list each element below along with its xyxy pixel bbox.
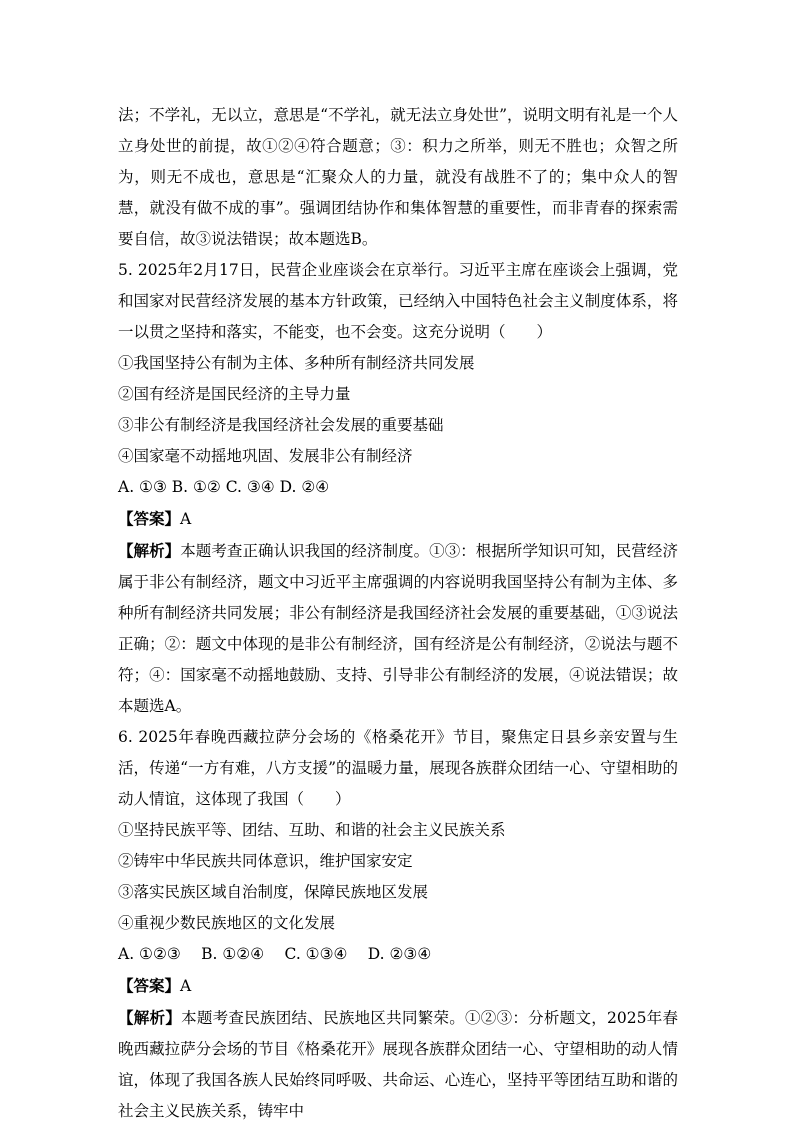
- question-6-item-3: ③落实民族区域自治制度，保障民族地区发展: [118, 883, 429, 901]
- analysis-label: 【解析】: [118, 541, 181, 560]
- answer-label: 【答案】: [118, 976, 181, 995]
- question-5: [118, 255, 678, 722]
- question-6-stem: 6. 2025年春晚西藏拉萨分会场的《格桑花开》节目，聚焦定日县乡亲安置与生活，传递“一方有难，八方支援”的温暖力量，展现各族群众团结一心、守望相助的动人情谊，这体现了我国（ ）: [118, 728, 678, 808]
- answer-value: A: [180, 510, 192, 528]
- question-6-analysis: [118, 1002, 678, 1127]
- analysis-label: 【解析】: [118, 1008, 182, 1027]
- question-6: [118, 722, 678, 1127]
- question-6-item-4: ④重视少数民族地区的文化发展: [118, 914, 336, 932]
- question-6-item-1: ①坚持民族平等、团结、互助、和谐的社会主义民族关系: [118, 821, 506, 839]
- question-5-item-1: ①我国坚持公有制为主体、多种所有制经济共同发展: [118, 354, 475, 372]
- question-6-answer: [118, 970, 678, 1002]
- analysis-text: 本题考查民族团结、民族地区共同繁荣。①②③：分析题文，2025年春晚西藏拉萨分会场的节目《格桑花开》展现各族群众团结一心、守望相助的动人情谊，体现了我国各族人民始终同呼吸、共命运、心连心，坚持平等团结互助和谐的社会主义民族关系，铸牢中: [118, 1009, 678, 1120]
- question-5-answer: [118, 503, 678, 535]
- question-6-item-2: ②铸牢中华民族共同体意识，维护国家安定: [118, 852, 413, 870]
- document-page: [118, 100, 678, 1127]
- question-6-options: A. ①②③ B. ①②④ C. ①③④ D. ②③④: [118, 945, 432, 963]
- answer-label: 【答案】: [118, 509, 181, 528]
- question-5-stem: 5. 2025年2月17日，民营企业座谈会在京举行。习近平主席在座谈会上强调，党和国家对民营经济发展的基本方针政策，已经纳入中国特色社会主义制度体系，将一以贯之坚持和落实，不能变，也不会变。这充分说明（ ）: [118, 261, 678, 341]
- question-5-item-2: ②国有经济是国民经济的主导力量: [118, 385, 351, 403]
- question-5-item-4: ④国家毫不动摇地巩固、发展非公有制经济: [118, 447, 413, 465]
- question-5-options: A. ①③ B. ①② C. ③④ D. ②④: [118, 478, 330, 496]
- question-5-analysis: [118, 535, 678, 722]
- answer-value: A: [180, 977, 192, 995]
- question-5-item-3: ③非公有制经济是我国经济社会发展的重要基础: [118, 416, 444, 434]
- analysis-text: 本题考查正确认识我国的经济制度。①③：根据所学知识可知，民营经济属于非公有制经济，题文中习近平主席强调的内容说明我国坚持公有制为主体、多种所有制经济共同发展；非公有制经济是我国经济社会发展的重要基础，①③说法正确；②：题文中体现的是非公有制经济，国有经济是公有制经济，②说法与题不符；④：国家毫不动摇地鼓励、支持、引导非公有制经济的发展，④说法错误；故本题选A。: [118, 542, 678, 715]
- intro-paragraph: 法；不学礼，无以立，意思是“不学礼，就无法立身处世”，说明文明有礼是一个人立身处世的前提，故①②④符合题意；③：积力之所举，则无不胜也；众智之所为，则无不成也，意思是“汇聚众人的力量，就没有战胜不了的；集中众人的智慧，就没有做不成的事”。强调团结协作和集体智慧的重要性，而非青春的探索需要自信，故③说法错误；故本题选B。: [118, 106, 678, 248]
